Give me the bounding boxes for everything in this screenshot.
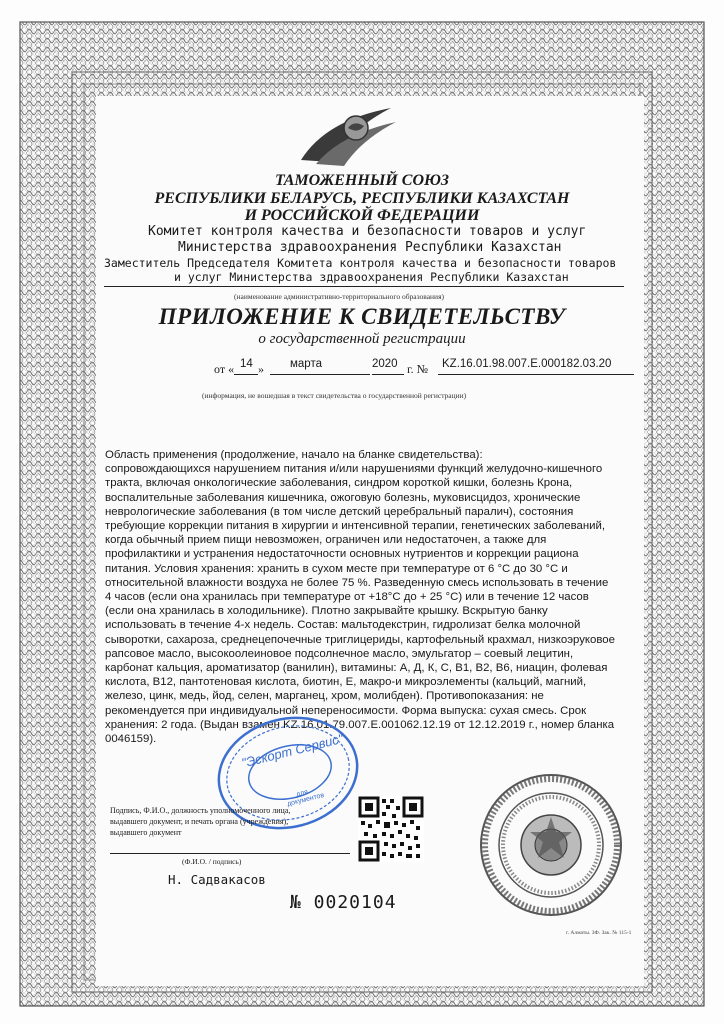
body-line: Область применения (продолжение, начало на бланке свидетельства):	[105, 449, 483, 461]
signatory-name: Н. Садвакасов	[168, 872, 266, 887]
header-line-2: РЕСПУБЛИКИ БЕЛАРУСЬ, РЕСПУБЛИКИ КАЗАХСТАН	[154, 190, 570, 207]
qr-code-icon	[358, 796, 424, 862]
body-line: использовать в течение 4-х недель. Состав: мальтодекстрин, гидролизат белка молочной	[105, 619, 581, 632]
committee-line-2: Министерства здравоохранения Республики Казахстан	[178, 240, 562, 255]
header-line-1: ТАМОЖЕННЫЙ СОЮЗ	[274, 172, 450, 189]
document-title: ПРИЛОЖЕНИЕ К СВИДЕТЕЛЬСТВУ	[158, 304, 566, 329]
stamp-small-text: для документов	[286, 788, 325, 808]
signature-caption-1: Подпись, Ф.И.О., должность уполномоченного лица,	[110, 806, 291, 815]
date-year-underline	[372, 374, 404, 375]
date-year: 2020	[372, 358, 398, 370]
signature-caption-2: выдавшего документ, и печать органа (учреждения),	[110, 817, 289, 826]
body-line: хранения: 2 года. (Выдан взамен KZ.16.01.79.007.E.001062.12.19 от 12.12.2019 г., номер бланка	[105, 718, 615, 731]
committee-underline	[104, 286, 624, 287]
committee-line-1: Комитет контроля качества и безопасности товаров и услуг	[148, 224, 587, 239]
stamp-center-text: "Эскорт Сервис"	[240, 730, 345, 771]
signature-line	[110, 853, 350, 854]
date-caption: (информация, не вошедшая в текст свидетельства о государственной регистрации)	[202, 391, 467, 400]
body-line: железо, цинк, медь, йод, селен, марганец, хром, молибден). Противопоказания: не	[105, 690, 544, 703]
printer-mark: г. Алматы. ЗФ. Зак. № 115-1	[566, 930, 632, 936]
document-subtitle: о государственной регистрации	[258, 331, 466, 347]
body-line: рекомендуется при индивидуальной непереносимости. Форма выпуска: сухая смесь. Срок	[105, 704, 587, 717]
registration-number: KZ.16.01.98.007.E.000182.03.20	[442, 358, 612, 370]
body-line: требующие коррекции питания в хирургии и интенсивной терапии, генетических заболеваний,	[105, 520, 606, 533]
body-line: относительной влажности воздуха не более 75 %. Разведенную смесь использовать в течение	[105, 576, 609, 589]
body-line: воспалительные заболевания кишечника, ожоговую болезнь, муковисцидоз, хронические	[105, 491, 581, 504]
body-text	[105, 448, 635, 746]
body-line: тракта, включая онкологические заболевания, синдром короткой кишки, болезнь Крона,	[105, 477, 573, 490]
body-line: когда обычный прием пищи невозможен, ограничен или недостаточен, а также для	[105, 534, 547, 547]
body-line: (если она хранилась в холодильнике). Плотно закрывайте крышку. Вскрытую банку	[105, 605, 548, 618]
header-line-3: И РОССИЙСКОЙ ФЕДЕРАЦИИ	[244, 207, 480, 224]
date-month-underline	[270, 374, 370, 375]
body-line: 0046159).	[105, 733, 157, 746]
body-line: сыворотки, сахароза, среднецепочечные триглицериды, картофельный крахмал, низкоэруковое	[105, 633, 615, 646]
signature-caption-3: выдавшего документ	[110, 828, 182, 837]
body-line: сопровождающихся нарушением питания и/или нарушениями функций желудочно-кишечного	[105, 463, 603, 476]
number-underline	[438, 374, 634, 375]
body-line: 4 часов (если она хранилась при температуре от +18°С до + 25 °С) или в течение 12 часов	[105, 591, 589, 604]
body-line: профилактики и устранения недостаточности основных нутриентов и коррекции рациона	[105, 548, 579, 561]
official-seal-icon	[478, 772, 624, 918]
committee-caption: (наименование административно-территориального образования)	[234, 292, 445, 301]
body-line: кислота, В12, пантотеновая кислота, биотин, Е, макро-и микроэлементы (кальций, магний,	[105, 676, 587, 689]
date-month: марта	[290, 358, 322, 370]
date-day-underline	[234, 374, 258, 375]
fio-caption: (Ф.И.О. / подпись)	[182, 857, 242, 866]
body-line: рапсовое масло, высокоолеиновое подсолнечное масло, эмульгатор – соевый лецитин,	[105, 647, 574, 660]
customs-union-emblem-icon	[296, 100, 406, 170]
body-line: питания. Условия хранения: хранить в сухом месте при температуре от 6 °С до 30 °С и	[105, 562, 568, 575]
date-prefix: от «	[214, 362, 235, 376]
date-year-suffix: г. №	[407, 362, 429, 376]
committee-line-4: и услуг Министерства здравоохранения Республики Казахстан	[174, 270, 569, 284]
body-line: неврологические заболевания (в том числе детский церебральный паралич), состояния	[105, 505, 574, 518]
date-day: 14	[240, 358, 253, 370]
date-close: »	[258, 362, 264, 376]
body-line: карбонат кальция, ароматизатор (ванилин), витамины: А, Д, К, С, В1, В2, В6, ниацин, фолевая	[105, 662, 608, 675]
form-number: № 0020104	[290, 892, 397, 913]
committee-line-3: Заместитель Председателя Комитета контроля качества и безопасности товаров	[104, 256, 617, 270]
